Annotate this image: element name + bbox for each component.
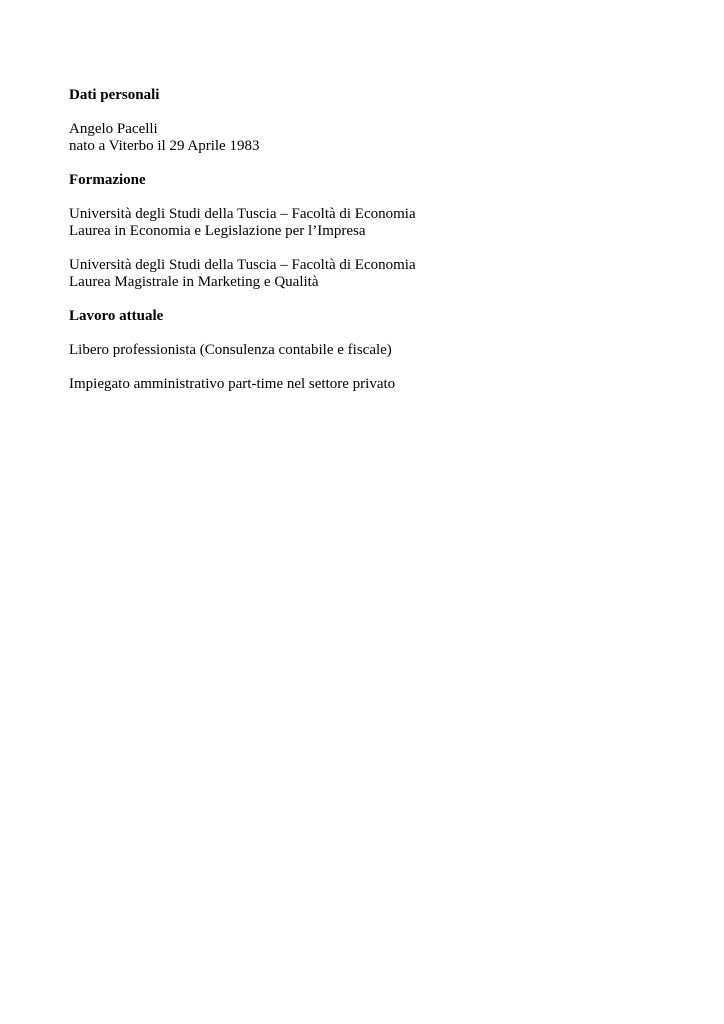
work-item: Impiegato amministrativo part-time nel settore privato [69, 376, 396, 392]
spacer [69, 189, 669, 206]
spacer [69, 104, 669, 121]
education-degree: Laurea Magistrale in Marketing e Qualità [69, 274, 319, 290]
education-degree: Laurea in Economia e Legislazione per l’Impresa [69, 223, 366, 239]
section-title-personal: Dati personali [69, 87, 160, 103]
spacer [69, 155, 669, 172]
person-name: Angelo Pacelli [69, 121, 158, 137]
education-institution: Università degli Studi della Tuscia – Facoltà di Economia [69, 257, 416, 273]
section-title-education: Formazione [69, 172, 146, 188]
section-title-work: Lavoro attuale [69, 308, 164, 324]
education-institution: Università degli Studi della Tuscia – Facoltà di Economia [69, 206, 416, 222]
spacer [69, 240, 669, 257]
birth-info: nato a Viterbo il 29 Aprile 1983 [69, 138, 260, 154]
spacer [69, 291, 669, 308]
spacer [69, 359, 669, 376]
document-content [69, 87, 669, 393]
work-item: Libero professionista (Consulenza contabile e fiscale) [69, 342, 392, 358]
spacer [69, 325, 669, 342]
